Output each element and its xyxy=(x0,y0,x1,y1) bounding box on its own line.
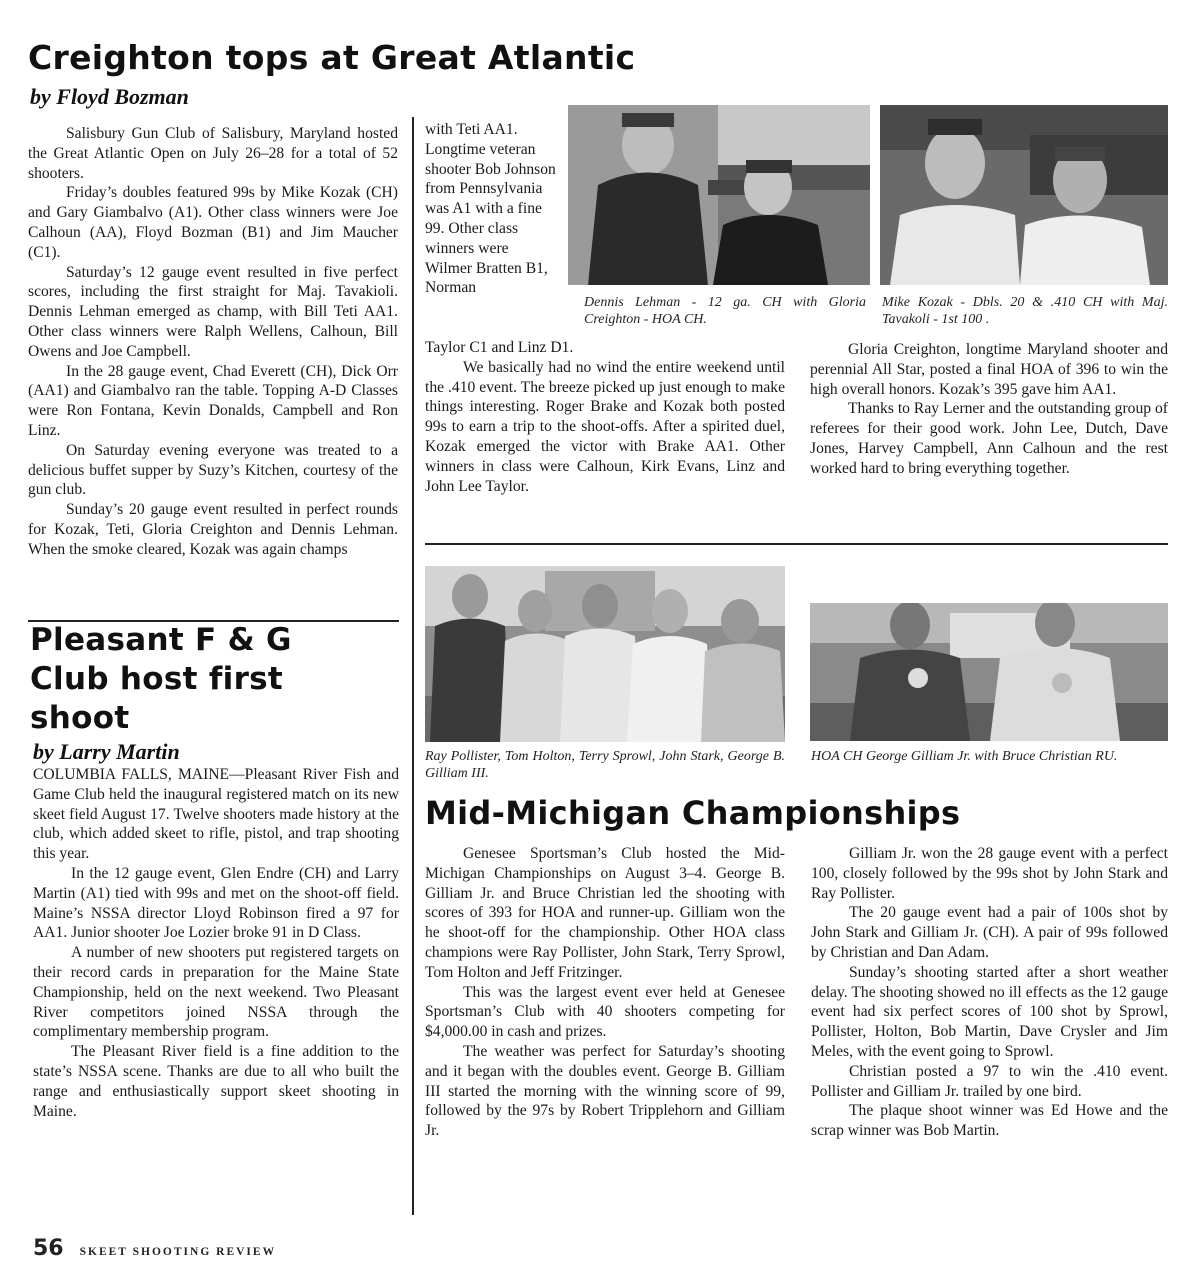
paragraph: The weather was perfect for Saturday’s shooting and it began with the doubles event. George B. Gilliam III started the morning with the winning score of 99, followed by the 97s by Robert Tripplehorn and Gilliam Jr. xyxy=(425,1042,785,1140)
photo-lehman-creighton xyxy=(568,105,870,285)
photo-caption: HOA CH George Gilliam Jr. with Bruce Christian RU. xyxy=(811,749,1118,764)
photo-caption: Dennis Lehman - 12 ga. CH with Gloria Creighton - HOA CH. xyxy=(584,295,866,327)
article-byline-bozman: by Floyd Bozman xyxy=(30,84,189,109)
photo-caption: Ray Pollister, Tom Holton, Terry Sprowl, John Stark, George B. Gilliam III. xyxy=(425,749,785,781)
article1-column-3 xyxy=(810,340,1168,479)
paragraph: The Pleasant River field is a fine addition to the state’s NSSA scene. Thanks are due to all who built the range and enthusiastically support skeet shooting in Maine. xyxy=(33,1043,399,1120)
title-line: shoot xyxy=(30,700,130,736)
article-byline-martin: by Larry Martin xyxy=(33,739,180,764)
paragraph: This was the largest event ever held at Genesee Sportsman’s Club with 40 shooters competing for $4,000.00 in cash and prizes. xyxy=(425,983,785,1041)
page-footer xyxy=(33,1236,276,1261)
paragraph: Sunday’s shooting started after a short weather delay. The shooting showed no ill effects as the 12 gauge event had six perfect scores of 100 shot by Sprowl, Pollister, Holton, Bob Martin, Dave Crysler and Jim Meles, with the event going to Sprowl. xyxy=(811,963,1168,1060)
paragraph: Salisbury Gun Club of Salisbury, Maryland hosted the Great Atlantic Open on July 26–28 for a total of 52 shooters. xyxy=(28,125,398,182)
column-divider xyxy=(412,117,414,1215)
paragraph: Gilliam Jr. won the 28 gauge event with a perfect 100, closely followed by the 99s shot by John Stark and Ray Pollister. xyxy=(811,845,1168,902)
paragraph: The plaque shoot winner was Ed Howe and the scrap winner was Bob Martin. xyxy=(811,1102,1168,1140)
article-title-creighton: Creighton tops at Great Atlantic xyxy=(28,38,636,77)
title-line: Club host first xyxy=(30,661,284,697)
paragraph: Gloria Creighton, longtime Maryland shooter and perennial All Star, posted a final HOA of 396 to win the high overall honors. Kozak’s 395 gave him AA1. xyxy=(810,341,1168,398)
paragraph: Taylor C1 and Linz D1. xyxy=(425,339,574,356)
paragraph: On Saturday evening everyone was treated to a delicious buffet supper by Suzy’s Kitchen, courtesy of the gun club. xyxy=(28,441,398,499)
paragraph: COLUMBIA FALLS, MAINE—Pleasant River Fish and Game Club held the inaugural registered match on its new skeet field August 17. Twelve shooters made history at the club, which added skeet to rifle, pistol, and trap shooting this year. xyxy=(33,766,399,863)
publication-name: SKEET SHOOTING REVIEW xyxy=(79,1246,277,1258)
paragraph: In the 12 gauge event, Glen Endre (CH) and Larry Martin (A1) tied with 99s and met on the shoot-off field. Maine’s NSSA director Lloyd Robinson fired a 97 for AA1. Junior shooter Joe Lozier broke 91 in D Class. xyxy=(33,864,399,942)
article1-column-1 xyxy=(28,124,398,560)
article3-column-2 xyxy=(811,844,1168,1141)
photo-pollister-group xyxy=(425,566,785,742)
article3-column-1 xyxy=(425,844,785,1141)
paragraph: Genesee Sportsman’s Club hosted the Mid-Michigan Championships on August 3–4. George B. Gilliam Jr. and Bruce Christian led the shooting with scores of 393 for HOA and runner-up. Gilliam won the he shoot-off for the championship. Other HOA class champions were Ray Pollister, John Stark, Terry Sprowl, Tom Holton and Jeff Fritzinger. xyxy=(425,845,785,981)
paragraph: In the 28 gauge event, Chad Everett (CH), Dick Orr (AA1) and Giambalvo ran the table. Topping A-D Classes were Ron Fontana, Kevin Donalds, Campbell and Ron Linz. xyxy=(28,362,398,439)
article-title-pleasant xyxy=(30,621,292,738)
paragraph: A number of new shooters put registered targets on their record cards in preparation for the Maine State Championship, held on the next weekend. Two Pleasant River competitors joined NSSA through the complimentary membership program. xyxy=(33,944,399,1041)
article1-column-2 xyxy=(425,338,785,496)
paragraph: Saturday’s 12 gauge event resulted in five perfect scores, including the first straight for Maj. Tavakioli. Dennis Lehman emerged as champ, with Bill Teti AA1. Other class winners were Ralph Wellens, Calhoun, Bill Owens and Joe Campbell. xyxy=(28,263,398,360)
paragraph: Christian posted a 97 to win the .410 event. Pollister and Gilliam Jr. trailed by one bird. xyxy=(811,1062,1168,1100)
photo-kozak-tavakoli xyxy=(880,105,1168,285)
paragraph: We basically had no wind the entire weekend until the .410 event. The breeze picked up just enough to make things interesting. Roger Brake and Kozak both posted 99s to earn a trip to the shoot-offs. After a spirited duel, Kozak emerged the victor with Brake AA1. Other winners in class were Calhoun, Kirk Evans, Linz and John Lee Taylor. xyxy=(425,358,785,495)
paragraph: Thanks to Ray Lerner and the outstanding group of referees for their good work. John Lee, Dutch, Dave Jones, Harvey Campbell, Ann Calhoun and the rest worked hard to bring everything together. xyxy=(810,400,1168,477)
article-title-mid-michigan: Mid-Michigan Championships xyxy=(425,794,961,832)
section-divider xyxy=(425,543,1168,545)
title-line: Pleasant F & G xyxy=(30,622,292,658)
paragraph: The 20 gauge event had a pair of 100s shot by John Stark and Gilliam Jr. (CH). A pair of 99s followed by Christian and Dan Adam. xyxy=(811,904,1168,961)
paragraph: with Teti AA1. Longtime veteran shooter Bob Johnson from Pennsylvania was A1 with a fine 99. Other class winners were Wilmer Bratten B1, Norman xyxy=(425,121,556,297)
page-number: 56 xyxy=(33,1236,64,1261)
photo-gilliam-christian xyxy=(810,603,1168,741)
article1-column-2-narrow xyxy=(425,120,558,298)
paragraph: Sunday’s 20 gauge event resulted in perfect rounds for Kozak, Teti, Gloria Creighton and Dennis Lehman. When the smoke cleared, Kozak was again champs xyxy=(28,501,398,558)
paragraph: Friday’s doubles featured 99s by Mike Kozak (CH) and Gary Giambalvo (A1). Other class winners were Joe Calhoun (AA), Floyd Bozman (B1) and Jim Maucher (C1). xyxy=(28,184,398,261)
photo-caption: Mike Kozak - Dbls. 20 & .410 CH with Maj. Tavakoli - 1st 100 . xyxy=(882,295,1168,327)
article2-body xyxy=(33,765,399,1121)
